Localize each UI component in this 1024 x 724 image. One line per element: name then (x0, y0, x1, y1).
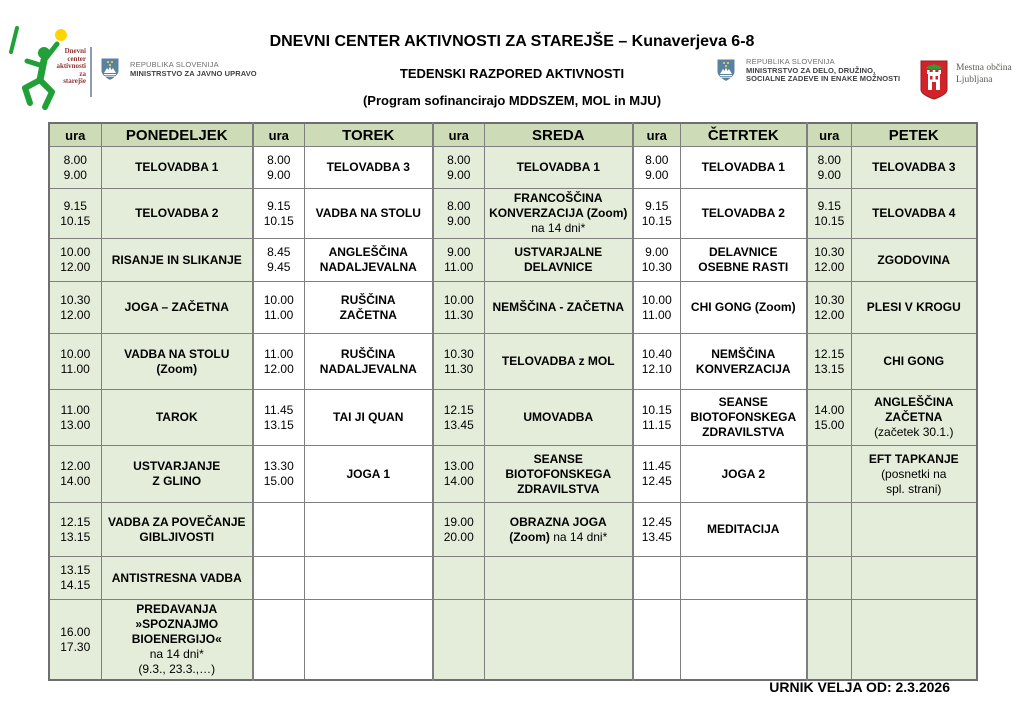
time-cell: 9.15 10.15 (253, 189, 304, 239)
activity-cell: OBRAZNA JOGA (Zoom) na 14 dni* (484, 503, 633, 557)
activity-cell: USTVARJANJE Z GLINO (101, 446, 253, 503)
ura-column-header: ura (807, 123, 851, 147)
activity-cell: TAROK (101, 390, 253, 446)
dca-line: za (79, 69, 86, 78)
time-cell: 8.00 9.00 (633, 147, 680, 189)
activity-cell: NEMŠČINA - ZAČETNA (484, 282, 633, 334)
schedule-row (49, 334, 977, 390)
ministry-name: MINISTRSTVO ZA DELO, DRUŽINO, (746, 65, 876, 75)
time-cell: 10.30 11.30 (433, 334, 484, 390)
time-cell: 11.00 13.00 (49, 390, 101, 446)
time-cell: 12.00 14.00 (49, 446, 101, 503)
time-cell: 12.45 13.45 (633, 503, 680, 557)
ura-column-header: ura (433, 123, 484, 147)
activity-cell: RUŠČINA ZAČETNA (304, 282, 433, 334)
schedule-row (49, 446, 977, 503)
republic-label: REPUBLIKA SLOVENIJA (746, 57, 835, 66)
dca-line: Dnevni (64, 47, 86, 55)
activity-cell: RUŠČINA NADALJEVALNA (304, 334, 433, 390)
schedule-row (49, 600, 977, 681)
activity-cell: TELOVADBA 3 (851, 147, 977, 189)
time-cell: 13.15 14.15 (49, 557, 101, 600)
activity-cell: NEMŠČINA KONVERZACIJA (680, 334, 807, 390)
time-cell: 10.30 12.00 (49, 282, 101, 334)
schedule-row (49, 282, 977, 334)
time-cell: 12.15 13.45 (433, 390, 484, 446)
time-cell (807, 557, 851, 600)
activity-cell: TELOVADBA 4 (851, 189, 977, 239)
activity-cell: VADBA NA STOLU (304, 189, 433, 239)
activity-cell: VADBA ZA POVEČANJE GIBLJIVOSTI (101, 503, 253, 557)
activity-cell (680, 600, 807, 681)
time-cell: 9.15 10.15 (807, 189, 851, 239)
time-cell: 9.00 10.30 (633, 239, 680, 282)
dca-line: aktivnosti (56, 62, 86, 70)
mol-label: Ljubljana (956, 75, 993, 85)
day-column-header: SREDA (484, 123, 633, 147)
page-subtitle: TEDENSKI RAZPORED AKTIVNOSTI (399, 66, 625, 81)
activity-cell: ANGLEŠČINA NADALJEVALNA (304, 239, 433, 282)
ljubljana-coat-of-arms-icon (920, 60, 948, 100)
ljubljana-logo (920, 60, 1012, 100)
republic-label: REPUBLIKA SLOVENIJA (130, 60, 219, 69)
activity-cell (851, 600, 977, 681)
ura-column-header: ura (633, 123, 680, 147)
activity-cell: TELOVADBA 1 (484, 147, 633, 189)
time-cell: 10.00 11.00 (633, 282, 680, 334)
time-cell (807, 446, 851, 503)
time-cell (807, 503, 851, 557)
time-cell: 11.00 12.00 (253, 334, 304, 390)
schedule-table-head (49, 123, 977, 147)
time-cell: 10.40 12.10 (633, 334, 680, 390)
time-cell: 11.45 12.45 (633, 446, 680, 503)
activity-cell: TELOVADBA 1 (680, 147, 807, 189)
schedule-row (49, 239, 977, 282)
activity-cell (304, 557, 433, 600)
day-column-header: TOREK (304, 123, 433, 147)
time-cell: 10.30 12.00 (807, 239, 851, 282)
activity-cell: FRANCOŠČINA KONVERZACIJA (Zoom) na 14 dni* (484, 189, 633, 239)
time-cell: 10.30 12.00 (807, 282, 851, 334)
time-cell: 13.00 14.00 (433, 446, 484, 503)
time-cell (433, 600, 484, 681)
schedule-row (49, 557, 977, 600)
schedule-table (48, 122, 978, 681)
activity-cell (304, 503, 433, 557)
time-cell: 8.00 9.00 (807, 147, 851, 189)
activity-cell: ANGLEŠČINA ZAČETNA (začetek 30.1.) (851, 390, 977, 446)
time-cell: 8.00 9.00 (433, 147, 484, 189)
time-cell: 12.15 13.15 (807, 334, 851, 390)
schedule-row (49, 147, 977, 189)
time-cell (633, 600, 680, 681)
page-header (0, 0, 1024, 118)
schedule-row (49, 189, 977, 239)
activity-cell (851, 503, 977, 557)
activity-cell: SEANSE BIOTOFONSKEGA ZDRAVILSTVA (680, 390, 807, 446)
activity-cell: TAI JI QUAN (304, 390, 433, 446)
activity-cell: ANTISTRESNA VADBA (101, 557, 253, 600)
activity-cell: TELOVADBA 2 (680, 189, 807, 239)
time-cell: 11.45 13.15 (253, 390, 304, 446)
activity-cell (304, 600, 433, 681)
activity-cell: VADBA NA STOLU (Zoom) (101, 334, 253, 390)
time-cell (253, 557, 304, 600)
activity-cell: TELOVADBA z MOL (484, 334, 633, 390)
schedule-table-body (49, 147, 977, 681)
dca-line: center (67, 54, 86, 63)
activity-cell: TELOVADBA 2 (101, 189, 253, 239)
activity-cell (680, 557, 807, 600)
activity-cell: JOGA 1 (304, 446, 433, 503)
slovenia-coat-of-arms-icon (716, 58, 736, 83)
time-cell: 12.15 13.15 (49, 503, 101, 557)
time-cell: 19.00 20.00 (433, 503, 484, 557)
activity-cell: MEDITACIJA (680, 503, 807, 557)
activity-cell: SEANSE BIOTOFONSKEGA ZDRAVILSTVA (484, 446, 633, 503)
activity-cell: TELOVADBA 1 (101, 147, 253, 189)
day-column-header: PONEDELJEK (101, 123, 253, 147)
activity-cell: CHI GONG (851, 334, 977, 390)
time-cell: 10.00 11.00 (49, 334, 101, 390)
ura-column-header: ura (253, 123, 304, 147)
time-cell: 9.15 10.15 (633, 189, 680, 239)
time-cell (253, 600, 304, 681)
activity-cell (851, 557, 977, 600)
time-cell (807, 600, 851, 681)
activity-cell: JOGA 2 (680, 446, 807, 503)
time-cell (253, 503, 304, 557)
activity-cell (484, 557, 633, 600)
time-cell: 8.00 9.00 (49, 147, 101, 189)
activity-cell (484, 600, 633, 681)
schedule-row (49, 503, 977, 557)
activity-cell: CHI GONG (Zoom) (680, 282, 807, 334)
ministry-name: SOCIALNE ZADEVE IN ENAKE MOŽNOSTI (746, 74, 901, 83)
time-cell: 8.00 9.00 (433, 189, 484, 239)
validity-note: URNIK VELJA OD: 2.3.2026 (769, 679, 950, 695)
funding-note: (Program sofinancirajo MDDSZEM, MOL in MJU) (362, 93, 662, 108)
time-cell: 10.00 11.00 (253, 282, 304, 334)
time-cell: 13.30 15.00 (253, 446, 304, 503)
activity-cell: USTVARJALNE DELAVNICE (484, 239, 633, 282)
dca-line: starejše (63, 77, 86, 85)
time-cell: 10.15 11.15 (633, 390, 680, 446)
activity-cell: UMOVADBA (484, 390, 633, 446)
activity-cell: JOGA – ZAČETNA (101, 282, 253, 334)
activity-cell: DELAVNICE OSEBNE RASTI (680, 239, 807, 282)
time-cell (633, 557, 680, 600)
time-cell: 16.00 17.30 (49, 600, 101, 681)
activity-cell: PREDAVANJA »SPOZNAJMO BIOENERGIJO« na 14 dni* (9.3., 23.3.,…) (101, 600, 253, 681)
time-cell: 9.00 11.00 (433, 239, 484, 282)
ministry-labour-logo (716, 58, 900, 84)
activity-cell: EFT TAPKANJE (posnetki na spl. strani) (851, 446, 977, 503)
time-cell: 10.00 12.00 (49, 239, 101, 282)
time-cell: 10.00 11.30 (433, 282, 484, 334)
activity-cell: RISANJE IN SLIKANJE (101, 239, 253, 282)
schedule-row (49, 390, 977, 446)
time-cell: 8.00 9.00 (253, 147, 304, 189)
activity-cell: TELOVADBA 3 (304, 147, 433, 189)
mol-label: Mestna občina (956, 63, 1012, 73)
time-cell: 9.15 10.15 (49, 189, 101, 239)
time-cell: 8.45 9.45 (253, 239, 304, 282)
ministry-name: MINISTRSTVO ZA JAVNO UPRAVO (130, 68, 257, 78)
activity-cell: PLESI V KROGU (851, 282, 977, 334)
time-cell (433, 557, 484, 600)
day-column-header: PETEK (851, 123, 977, 147)
time-cell: 14.00 15.00 (807, 390, 851, 446)
page-title: DNEVNI CENTER AKTIVNOSTI ZA STAREJŠE – Kunaverjeva 6-8 (269, 33, 755, 50)
day-column-header: ČETRTEK (680, 123, 807, 147)
activity-cell: ZGODOVINA (851, 239, 977, 282)
ura-column-header: ura (49, 123, 101, 147)
